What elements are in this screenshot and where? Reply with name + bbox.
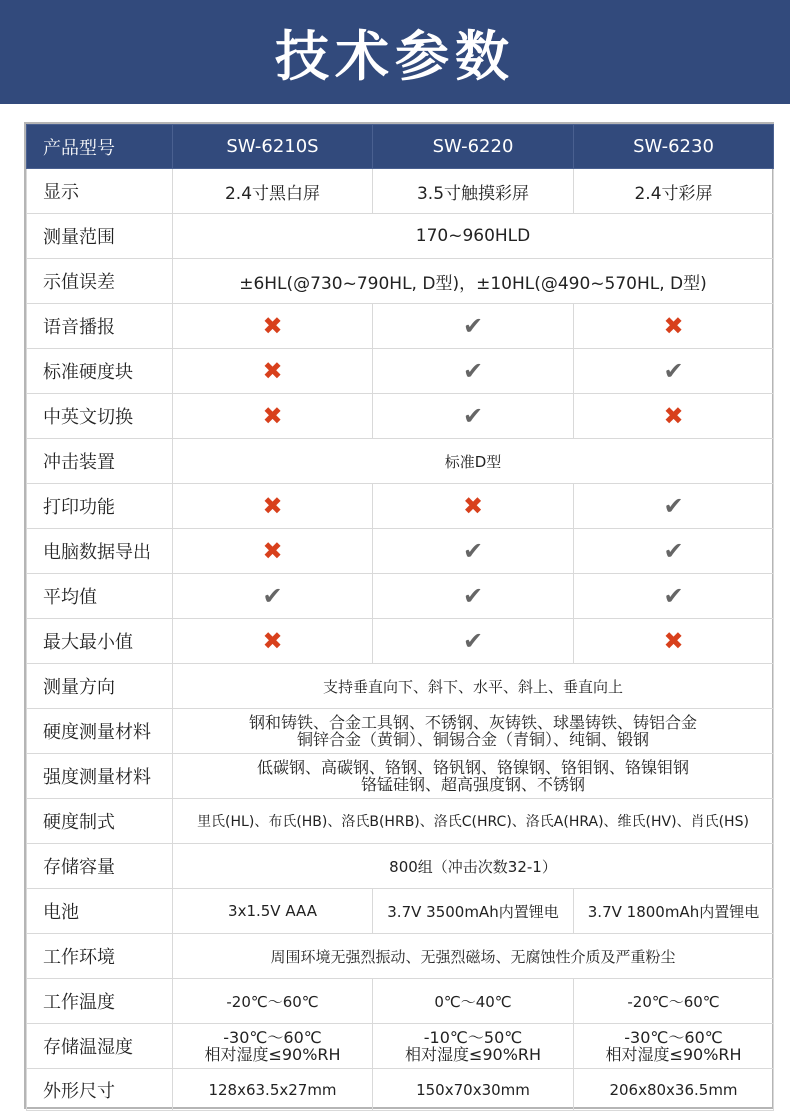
row-impact <box>27 439 774 484</box>
cell-value: 128x63.5x27mm <box>173 1069 373 1111</box>
status-cell <box>173 349 373 394</box>
cell-value: 150x70x30mm <box>373 1069 574 1111</box>
status-cell <box>574 304 774 349</box>
status-cell <box>173 619 373 664</box>
cell-value: 支持垂直向下、斜下、水平、斜上、垂直向上 <box>173 664 774 709</box>
check-icon: ✔ <box>663 536 684 565</box>
model-1: SW-6210S <box>173 125 373 169</box>
cross-icon: ✖ <box>663 401 684 430</box>
status-cell <box>574 619 774 664</box>
row-lang <box>27 394 774 439</box>
row-label: 标准硬度块 <box>27 349 173 394</box>
row-error <box>27 259 774 304</box>
text-line: 铬锰硅钢、超高强度钢、不锈钢 <box>360 775 585 794</box>
model-2: SW-6220 <box>373 125 574 169</box>
cross-icon: ✖ <box>262 356 283 385</box>
status-cell <box>373 619 574 664</box>
cell-value <box>173 754 774 799</box>
status-cell <box>574 349 774 394</box>
row-label: 测量方向 <box>27 664 173 709</box>
check-icon: ✔ <box>663 581 684 610</box>
row-label: 电脑数据导出 <box>27 529 173 574</box>
cross-icon: ✖ <box>262 491 283 520</box>
text-line: -30℃～60℃ <box>223 1028 322 1047</box>
row-direction <box>27 664 774 709</box>
check-icon: ✔ <box>262 581 283 610</box>
status-cell <box>373 349 574 394</box>
row-range <box>27 214 774 259</box>
text-line: 相对湿度≤90%RH <box>605 1045 742 1064</box>
cell-value <box>173 709 774 754</box>
cross-icon: ✖ <box>262 401 283 430</box>
row-label: 打印功能 <box>27 484 173 529</box>
cell-value: 周围环境无强烈振动、无强烈磁场、无腐蚀性介质及严重粉尘 <box>173 934 774 979</box>
check-icon: ✔ <box>462 536 484 565</box>
cell-value <box>574 1024 774 1069</box>
status-cell <box>173 574 373 619</box>
row-storage <box>27 844 774 889</box>
row-minmax <box>27 619 774 664</box>
text-line: -10℃～50℃ <box>423 1028 523 1047</box>
status-cell <box>373 529 574 574</box>
status-cell <box>173 484 373 529</box>
row-label: 语音播报 <box>27 304 173 349</box>
cell-value: -20℃～60℃ <box>574 979 774 1024</box>
header-row <box>27 125 774 169</box>
cross-icon: ✖ <box>262 311 283 340</box>
status-cell <box>574 484 774 529</box>
status-cell <box>373 304 574 349</box>
status-cell <box>373 574 574 619</box>
text-line: 相对湿度≤90%RH <box>204 1045 341 1064</box>
row-label: 外形尺寸 <box>27 1069 173 1111</box>
check-icon: ✔ <box>462 401 484 430</box>
check-icon: ✔ <box>462 311 484 340</box>
row-label: 强度测量材料 <box>27 754 173 799</box>
cell-value: 206x80x36.5mm <box>574 1069 774 1111</box>
row-label: 平均值 <box>27 574 173 619</box>
row-label: 工作环境 <box>27 934 173 979</box>
text-line: -30℃～60℃ <box>624 1028 723 1047</box>
check-icon: ✔ <box>663 491 684 520</box>
cell-value: 3x1.5V AAA <box>173 889 373 934</box>
row-environment <box>27 934 774 979</box>
row-label: 工作温度 <box>27 979 173 1024</box>
cell-value <box>373 1024 574 1069</box>
row-block <box>27 349 774 394</box>
cell-value: -20℃～60℃ <box>173 979 373 1024</box>
status-cell <box>574 574 774 619</box>
row-label: 示值误差 <box>27 259 173 304</box>
status-cell <box>373 394 574 439</box>
cell-value: 3.7V 3500mAh内置锂电 <box>373 889 574 934</box>
model-3: SW-6230 <box>574 125 774 169</box>
status-cell <box>173 304 373 349</box>
header-label: 产品型号 <box>27 125 173 169</box>
row-label: 测量范围 <box>27 214 173 259</box>
cell-value: 标准D型 <box>173 439 774 484</box>
status-cell <box>373 484 574 529</box>
row-label: 显示 <box>27 169 173 214</box>
cross-icon: ✖ <box>663 311 684 340</box>
spec-table-frame <box>24 122 774 1109</box>
row-export <box>27 529 774 574</box>
row-battery <box>27 889 774 934</box>
row-label: 硬度制式 <box>27 799 173 844</box>
title-banner <box>0 0 790 104</box>
row-print <box>27 484 774 529</box>
row-label: 硬度测量材料 <box>27 709 173 754</box>
cell-value: 3.7V 1800mAh内置锂电 <box>574 889 774 934</box>
row-label: 冲击装置 <box>27 439 173 484</box>
row-average <box>27 574 774 619</box>
cell-value <box>173 1024 373 1069</box>
status-cell <box>574 529 774 574</box>
page-title: 技术参数 <box>275 24 515 88</box>
cell-value: 2.4寸彩屏 <box>574 169 774 214</box>
cell-value: 170~960HLD <box>173 214 774 259</box>
cross-icon: ✖ <box>262 536 283 565</box>
status-cell <box>574 394 774 439</box>
status-cell <box>173 529 373 574</box>
cross-icon: ✖ <box>262 626 283 655</box>
cell-value: ±6HL(@730~790HL, D型)，±10HL(@490~570HL, D型) <box>173 259 774 304</box>
cross-icon: ✖ <box>462 491 484 520</box>
row-label: 存储容量 <box>27 844 173 889</box>
cross-icon: ✖ <box>663 626 684 655</box>
row-display <box>27 169 774 214</box>
check-icon: ✔ <box>462 356 484 385</box>
cell-value: 里氏(HL)、布氏(HB)、洛氏B(HRB)、洛氏C(HRC)、洛氏A(HRA)、维氏(HV)、肖氏(HS) <box>173 799 774 844</box>
row-hardness-materials <box>27 709 774 754</box>
row-size <box>27 1069 774 1111</box>
cell-value: 800组（冲击次数32-1） <box>173 844 774 889</box>
row-label: 中英文切换 <box>27 394 173 439</box>
row-scales <box>27 799 774 844</box>
row-label: 电池 <box>27 889 173 934</box>
status-cell <box>173 394 373 439</box>
text-line: 铜锌合金（黄铜）、铜锡合金（青铜）、纯铜、锻钢 <box>296 730 649 749</box>
cell-value: 2.4寸黑白屏 <box>173 169 373 214</box>
cell-value: 3.5寸触摸彩屏 <box>373 169 574 214</box>
check-icon: ✔ <box>462 626 484 655</box>
text-line: 钢和铸铁、合金工具钢、不锈钢、灰铸铁、球墨铸铁、铸铝合金 <box>248 713 697 732</box>
row-label: 最大最小值 <box>27 619 173 664</box>
text-line: 低碳钢、高碳钢、铬钢、铬钒钢、铬镍钢、铬钼钢、铬镍钼钢 <box>256 758 689 777</box>
cell-value: 0℃～40℃ <box>373 979 574 1024</box>
row-strength-materials <box>27 754 774 799</box>
row-label: 存储温湿度 <box>27 1024 173 1069</box>
row-voice <box>27 304 774 349</box>
row-storage-temp <box>27 1024 774 1069</box>
check-icon: ✔ <box>663 356 684 385</box>
spec-table <box>26 124 774 1111</box>
row-work-temp <box>27 979 774 1024</box>
check-icon: ✔ <box>462 581 484 610</box>
text-line: 相对湿度≤90%RH <box>404 1045 542 1064</box>
